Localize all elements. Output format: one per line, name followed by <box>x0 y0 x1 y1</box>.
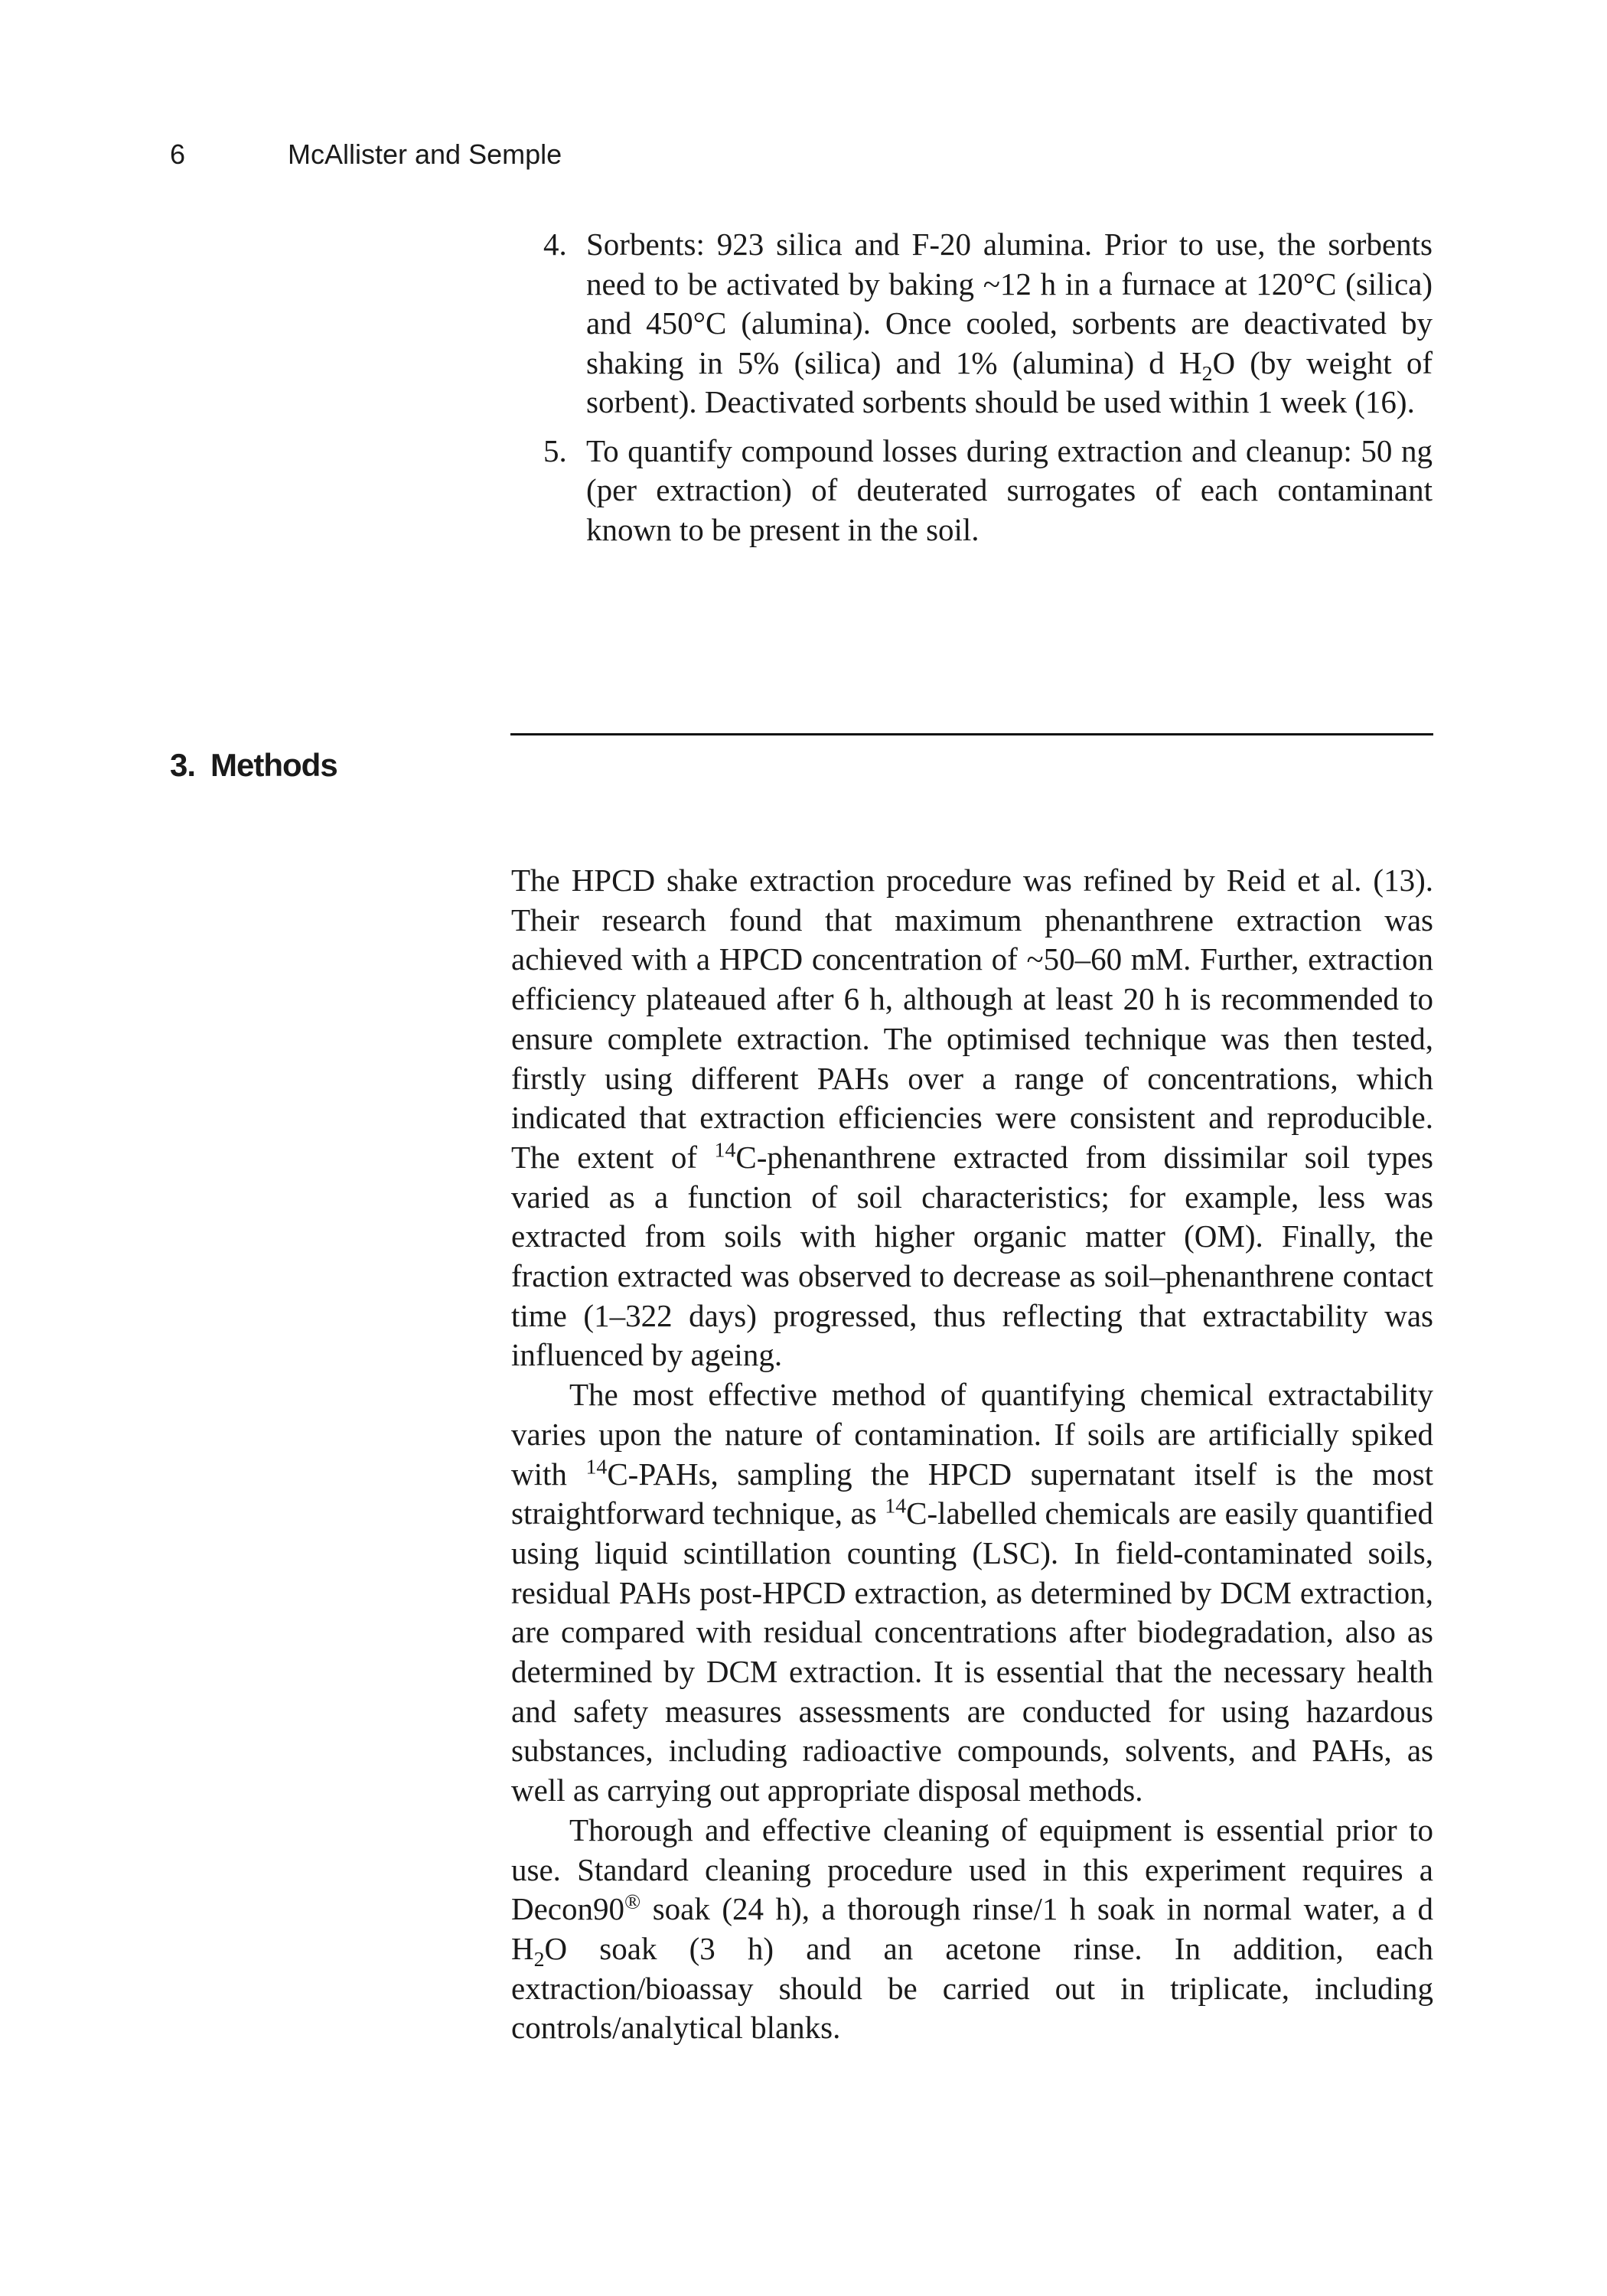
materials-list <box>543 225 1433 559</box>
list-item <box>543 432 1433 550</box>
subscript: 2 <box>533 1948 545 1972</box>
paragraph-text: Thorough and effective cleaning of equipment is essential prior to use. Standard cleaning procedure used in this experiment requires a Decon90 <box>511 1812 1433 1927</box>
paragraph-text: soak (24 h), a thorough rinse/1 h soak in normal water, a d H <box>511 1891 1433 1966</box>
paragraph <box>511 1375 1433 1811</box>
methods-body <box>511 861 1433 2048</box>
paragraph <box>511 861 1433 1375</box>
superscript: 14 <box>885 1494 907 1518</box>
section-number: 3. <box>170 747 196 783</box>
registered-mark: ® <box>624 1890 641 1914</box>
subscript: 2 <box>1201 361 1213 386</box>
list-item-text: Sorbents: 923 silica and F-20 alumina. Prior to use, the sorbents need to be activated by baking ~12 h in a furnace at 120°C (silica) and 450°C (alumina). Once cooled, sorbents are deactivated by shaking in 5% (silica) and 1% (alumina) d H <box>586 227 1433 380</box>
running-head <box>170 138 562 171</box>
list-item-text: O (by weight of sorbent). Deactivated sorbents should be used within 1 week (16). <box>586 344 1433 419</box>
list-item-number: 4. <box>543 227 567 262</box>
paragraph-text: C-labelled chemicals are easily quantified using liquid scintillation counting (LSC). In field-contaminated soils, residual PAHs post-HPCD extraction, as determined by DCM extraction, are compared with residual concentrations after biodegradation, also as determined by DCM extraction. It is essential that the necessary health and safety measures assessments are conducted for using hazardous substances, including radioactive compounds, solvents, and PAHs, as well as carrying out appropriate disposal methods. <box>511 1495 1434 1808</box>
paragraph-text: C-phenanthrene extracted from dissimilar soil types varied as a function of soil characteristics; for example, less was extracted from soils with higher organic matter (OM). Finally, the fraction extracted was observed to decrease as soil–phenanthrene contact time (1–322 days) progressed, thus reflecting that extractability was influenced by ageing. <box>511 1139 1433 1373</box>
list-item-text: To quantify compound losses during extraction and cleanup: 50 ng (per extraction) of deuterated surrogates of each contaminant known to be present in the soil. <box>586 432 1433 547</box>
running-head-authors: McAllister and Semple <box>288 139 562 170</box>
paragraph-text: O soak (3 h) and an acetone rinse. In addition, each extraction/bioassay should be carried out in triplicate, including controls/analytical blanks. <box>511 1930 1433 2046</box>
paragraph-text: The HPCD shake extraction procedure was refined by Reid et al. (13). Their research found that maximum phenanthrene extraction was achieved with a HPCD concentration of ~50–60 mM. Further, extraction efficiency plateaued after 6 h, although at least 20 h is recommended to ensure complete extraction. The optimised technique was then tested, firstly using different PAHs over a range of concentrations, which indicated that extraction efficiencies were consistent and reproducible. The extent of <box>511 863 1433 1175</box>
paragraph-text: The most effective method of quantifying chemical extractability varies upon the nature of contamination. If soils are artificially spiked with <box>511 1377 1433 1492</box>
superscript: 14 <box>714 1138 736 1163</box>
paragraph-text: C-PAHs, sampling the HPCD supernatant itself is the most straightforward technique, as <box>511 1456 1433 1531</box>
paragraph <box>511 1811 1433 2048</box>
page-number: 6 <box>170 139 186 170</box>
section-title: Methods <box>210 747 337 783</box>
list-item <box>543 225 1433 422</box>
section-divider <box>510 733 1433 735</box>
superscript: 14 <box>585 1454 608 1479</box>
section-heading <box>170 744 337 787</box>
list-item-number: 5. <box>543 432 567 468</box>
